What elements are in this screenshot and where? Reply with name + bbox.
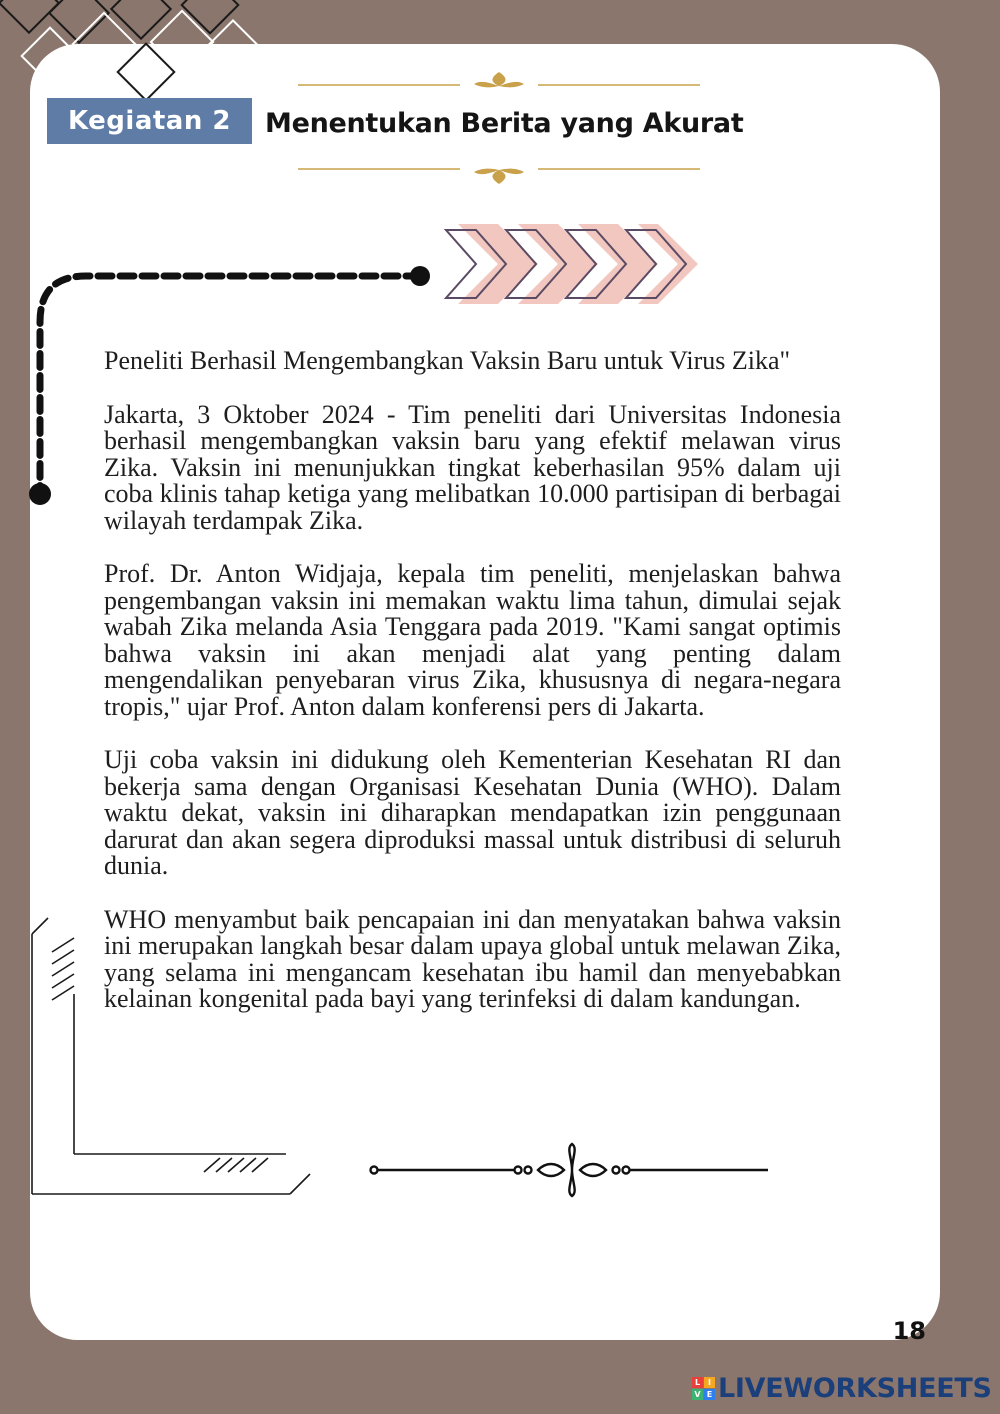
liveworksheets-brand [692,1373,992,1404]
article-paragraph: Jakarta, 3 Oktober 2024 - Tim peneliti dari Universitas Indonesia berhasil mengembangkan vaksin baru yang efektif melawan virus Zika. Vaksin ini menunjukkan tingkat keberhasilan 95% dalam uji coba klinis tahap ketiga yang melibatkan 10.000 partisipan di berbagai wilayah terdampak Zika. [104,399,841,535]
gold-ornament-top [298,68,700,92]
brand-name: LIVEWORKSHEETS [718,1373,992,1404]
news-article [104,348,841,1040]
article-headline: Peneliti Berhasil Mengembangkan Vaksin Baru untuk Virus Zika" [104,346,791,375]
activity-badge: Kegiatan 2 [47,98,252,144]
article-paragraph: Uji coba vaksin ini didukung oleh Kementerian Kesehatan RI dan bekerja sama dengan Organisasi Kesehatan Dunia (WHO). Dalam waktu dekat, vaksin ini diharapkan mendapatkan izin penggunaan darurat dan akan segera diproduksi massal untuk distribusi di seluruh dunia. [104,745,841,880]
diamond-lattice-decoration [0,0,290,110]
page-title: Menentukan Berita yang Akurat [265,108,744,139]
article-paragraph: WHO menyambut baik pencapaian ini dan menyatakan bahwa vaksin ini merupakan langkah besar dalam upaya global untuk melawan Zika, yang selama ini mengancam kesehatan ibu hamil dan menyebabkan kelainan kongenital pada bayi yang terinfeksi di dalam kandungan. [104,904,841,1013]
page-number: 18 [892,1317,926,1345]
article-paragraph: Prof. Dr. Anton Widjaja, kepala tim peneliti, menjelaskan bahwa pengembangan vaksin ini memakan waktu lima tahun, dimulai sejak wabah Zika melanda Asia Tenggara pada 2019. "Kami sangat optimis bahwa vaksin ini akan menjadi alat yang penting dalam mengendalikan penyebaran virus Zika, khususnya di negara-negara tropis," ujar Prof. Anton dalam konferensi pers di Jakarta. [104,559,841,721]
gold-ornament-bottom [298,160,700,188]
flourish-divider [368,1142,772,1200]
chevron-arrows-decoration [440,218,702,310]
liveworksheets-logo-icon: L I V E [692,1377,715,1400]
